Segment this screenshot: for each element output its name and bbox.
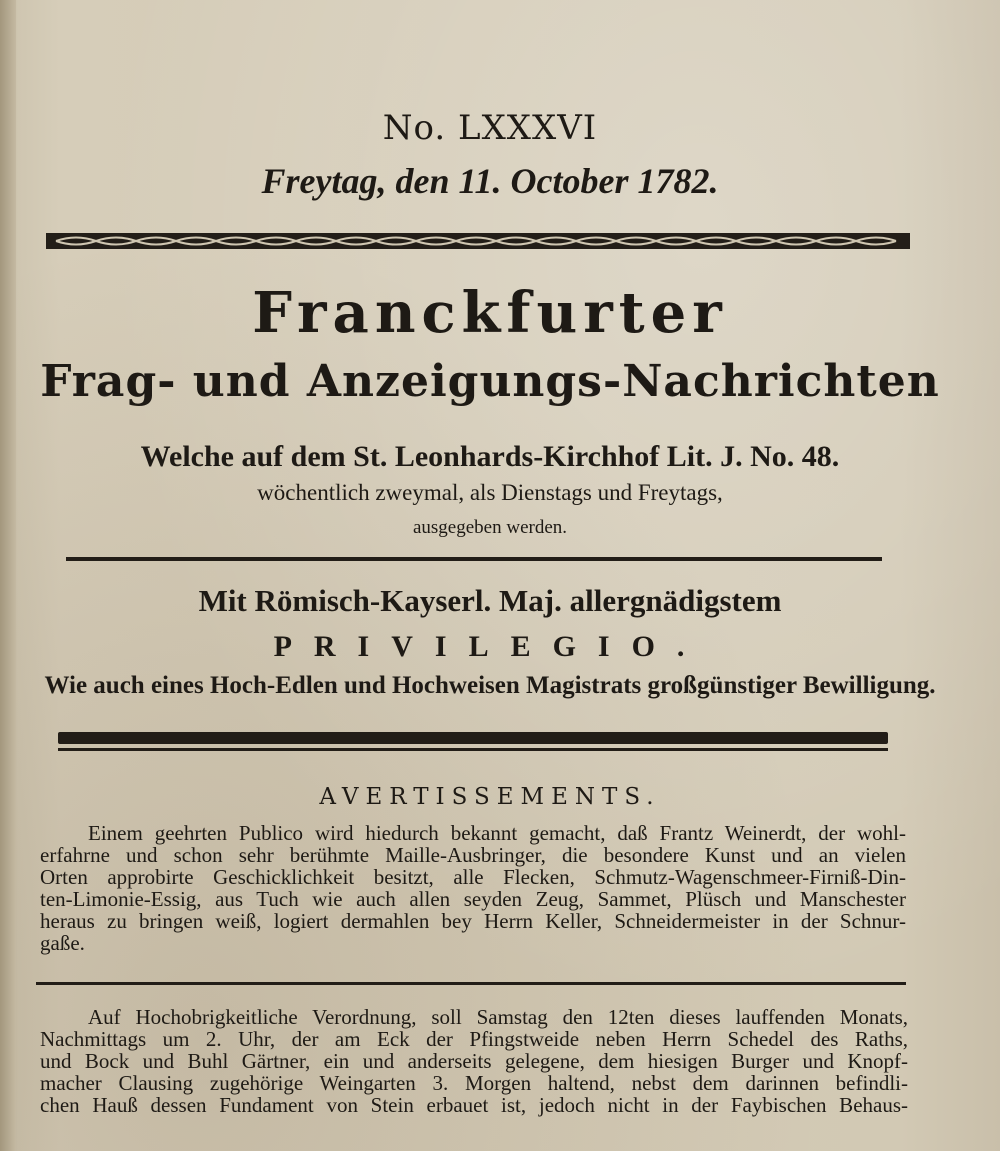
notice-line: chen Hauß dessen Fundament von Stein erbauet ist, jedoch nicht in der Faybischen Behaus- [40, 1093, 908, 1117]
thin-divider-rule [58, 748, 888, 751]
magistrate-approval: Wie auch eines Hoch-Edlen und Hochweisen Magistrats großgünstiger Bewilligung. [44, 672, 936, 699]
privilege-heading: PRIVILEGIO. [273, 630, 707, 663]
notice-line: macher Clausing zugehörige Weingarten 3. Morgen haltend, nebst dem darinnen befindli- [40, 1071, 908, 1095]
notice-line: Einem geehrten Publico wird hiedurch bekannt gemacht, daß Frantz Weinerdt, der wohl- [88, 821, 906, 845]
notice-line: heraus zu bringen weiß, logiert dermahlen bey Herrn Keller, Schneidermeister in der Schnur- [40, 909, 906, 933]
binding-spine [0, 0, 16, 1151]
notice-paragraph [40, 1006, 908, 1116]
masthead-subtitle: Frag- und Anzeigungs-Nachrichten [40, 356, 940, 407]
notice-paragraph [40, 822, 906, 954]
notice-line: erfahrne und schon sehr berühmte Maille-Ausbringer, die besondere Kunst und an vielen [40, 843, 906, 867]
publication-schedule: wöchentlich zweymal, als Dienstags und Freytags, [257, 480, 723, 505]
notice-line: ten-Limonie-Essig, aus Tuch wie auch allen seyden Zeug, Sammet, Plüsch und Manschester [40, 887, 906, 911]
thick-divider-rule [58, 732, 888, 744]
section-heading: AVERTISSEMENTS. [319, 784, 661, 810]
notice-line: und Bock und Buhl Gärtner, ein und anderseits gelegene, dem hiesigen Burger und Knopf- [40, 1049, 908, 1073]
publisher-address: Welche auf dem St. Leonhards-Kirchhof Lit. J. No. 48. [140, 440, 840, 473]
notice-line: Auf Hochobrigkeitliche Verordnung, soll Samstag den 12ten dieses lauffenden Monats, [88, 1005, 908, 1029]
publication-note: ausgegeben werden. [412, 517, 568, 538]
masthead-title: Franckfurter [252, 280, 728, 346]
issue-date: Freytag, den 11. October 1782. [261, 161, 719, 201]
notice-line: Orten approbirte Geschicklichkeit besitzt, alle Flecken, Schmutz-Wagenschmeer-Firniß-Din- [40, 865, 906, 889]
divider-rule [66, 557, 882, 561]
issue-number: No. LXXXVI [382, 108, 598, 148]
privilege-line: Mit Römisch-Kayserl. Maj. allergnädigstem [198, 583, 782, 618]
notice-line: Nachmittags um 2. Uhr, der am Eck der Pfingstweide neben Herrn Schedel des Raths, [40, 1027, 908, 1051]
notice-line: gaße. [40, 931, 85, 955]
ornamental-rule [46, 228, 910, 254]
notice-divider [36, 982, 906, 985]
